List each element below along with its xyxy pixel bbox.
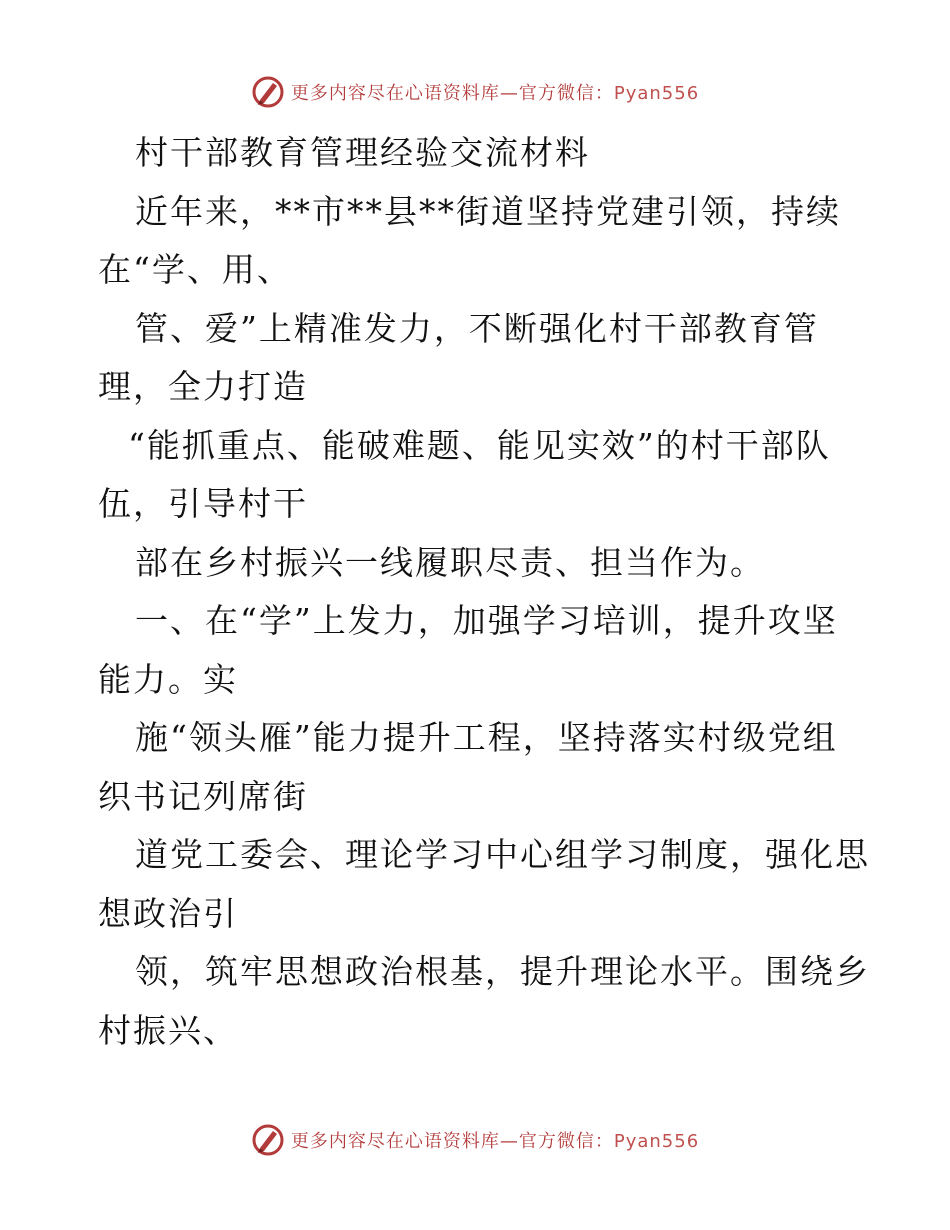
paragraph-line: 管、爱”上精准发力，不断强化村干部教育管: [135, 308, 819, 348]
paragraph-line: 道党工委会、理论学习中心组学习制度，强化思: [135, 835, 870, 874]
section-heading-line: 一、在“学”上发力，加强学习培训，提升攻坚: [135, 601, 838, 640]
paragraph-line: 施“领头雁”能力提升工程，坚持落实村级党组: [135, 718, 838, 757]
watermark-text: 更多内容尽在心语资料库—官方微信：Pyan556: [290, 83, 700, 104]
paragraph-line: 在“学、用、: [98, 250, 292, 289]
watermark-text: 更多内容尽在心语资料库—官方微信：Pyan556: [290, 1131, 700, 1152]
pen-logo-icon: [251, 75, 285, 109]
pen-logo-icon: [251, 1123, 285, 1157]
paragraph-line: 部在乡村振兴一线履职尽责、担当作为。: [135, 542, 765, 582]
header-watermark: [0, 72, 950, 112]
paragraph-line: 理，全力打造: [98, 367, 308, 406]
paragraph-line: 领，筑牢思想政治根基，提升理论水平。围绕乡: [135, 952, 870, 991]
document-title: 村干部教育管理经验交流材料: [135, 133, 590, 172]
paragraph-line: 织书记列席街: [98, 776, 308, 816]
paragraph-line: 村振兴、: [98, 1010, 238, 1050]
paragraph-line: 能力。实: [98, 659, 238, 699]
paragraph-line: 伍，引导村干: [98, 484, 308, 523]
document-body: [98, 124, 870, 1060]
footer-watermark: [0, 1120, 950, 1160]
paragraph-line: “能抓重点、能破难题、能见实效”的村干部队: [128, 425, 831, 465]
paragraph-line: 想政治引: [98, 893, 238, 933]
paragraph-line: 近年来，**市**县**街道坚持党建引领，持续: [135, 191, 841, 231]
